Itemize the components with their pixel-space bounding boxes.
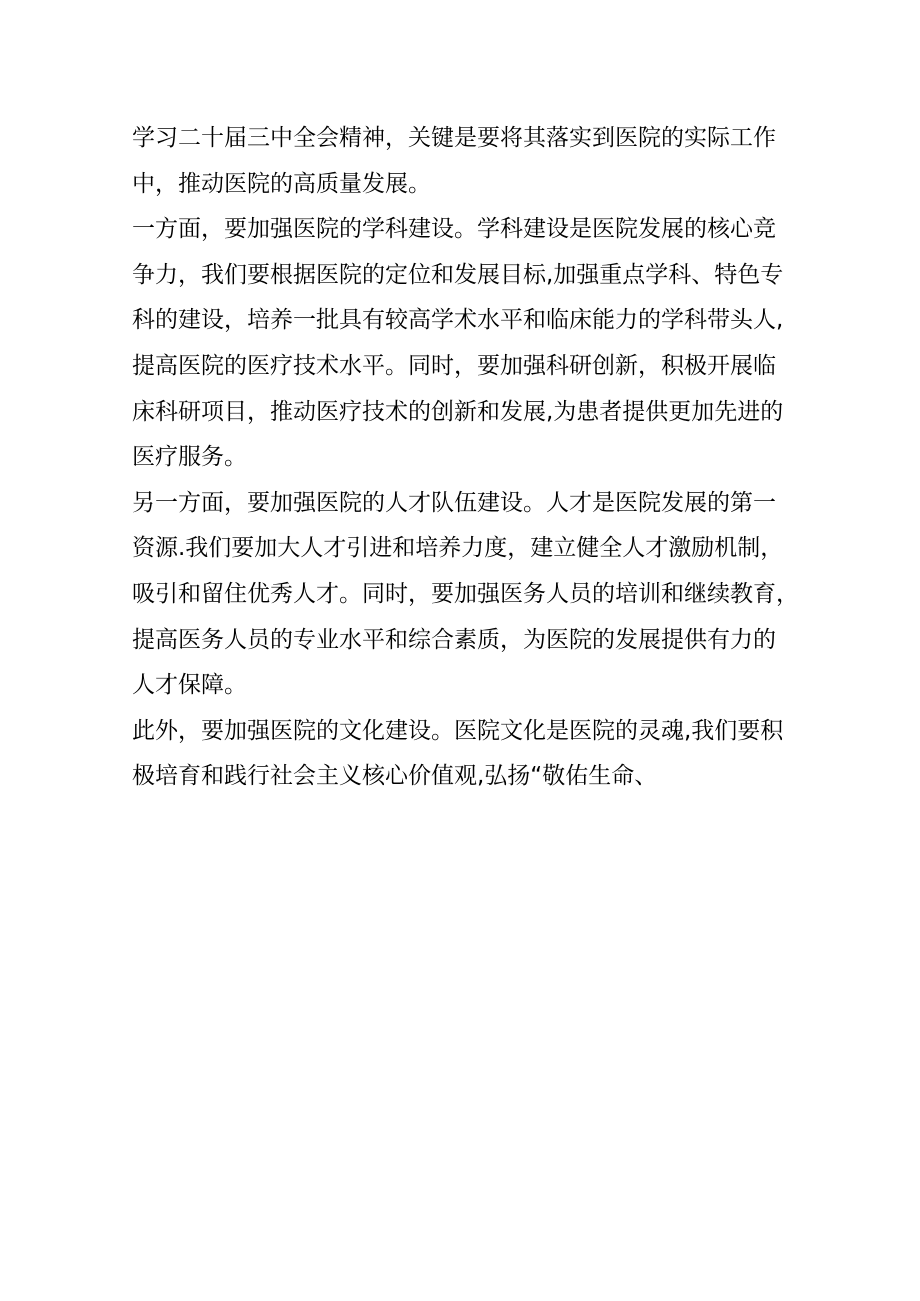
text-line: 学习二十届三中全会精神，关键是要将其落实到医院的实际工作 <box>132 125 776 151</box>
text-line: 床科研项目，推动医疗技术的创新和发展,为患者提供更加先进的 <box>132 398 784 425</box>
text-line: 资源.我们要加大人才引进和培养力度，建立健全人才激励机制， <box>132 535 784 562</box>
text-line: 人才保障。 <box>132 672 247 699</box>
text-line: 提高医务人员的专业水平和综合素质，为医院的发展提供有力的 <box>132 626 776 653</box>
text-line: 中，推动医院的高质量发展。 <box>132 170 431 197</box>
text-line: 吸引和留住优秀人才。同时，要加强医务人员的培训和继续教育， <box>132 580 799 607</box>
text-line: 科的建设，培养一批具有较高学术水平和临床能力的学科带头人, <box>132 307 784 334</box>
text-line: 此外，要加强医院的文化建设。医院文化是医院的灵魂,我们要积 <box>132 717 784 744</box>
text-line: 提高医院的医疗技术水平。同时，要加强科研创新，积极开展临 <box>132 352 776 379</box>
text-line: 争力，我们要根据医院的定位和发展目标,加强重点学科、特色专 <box>132 261 784 288</box>
document-body <box>132 116 812 800</box>
text-line: 另一方面，要加强医院的人才队伍建设。人才是医院发展的第一 <box>132 489 776 516</box>
text-line: 医疗服务。 <box>132 444 247 471</box>
text-line: 一方面，要加强医院的学科建设。学科建设是医院发展的核心竞 <box>132 216 776 243</box>
text-line: 极培育和践行社会主义核心价值观,弘扬“敬佑生命、 <box>132 763 658 790</box>
